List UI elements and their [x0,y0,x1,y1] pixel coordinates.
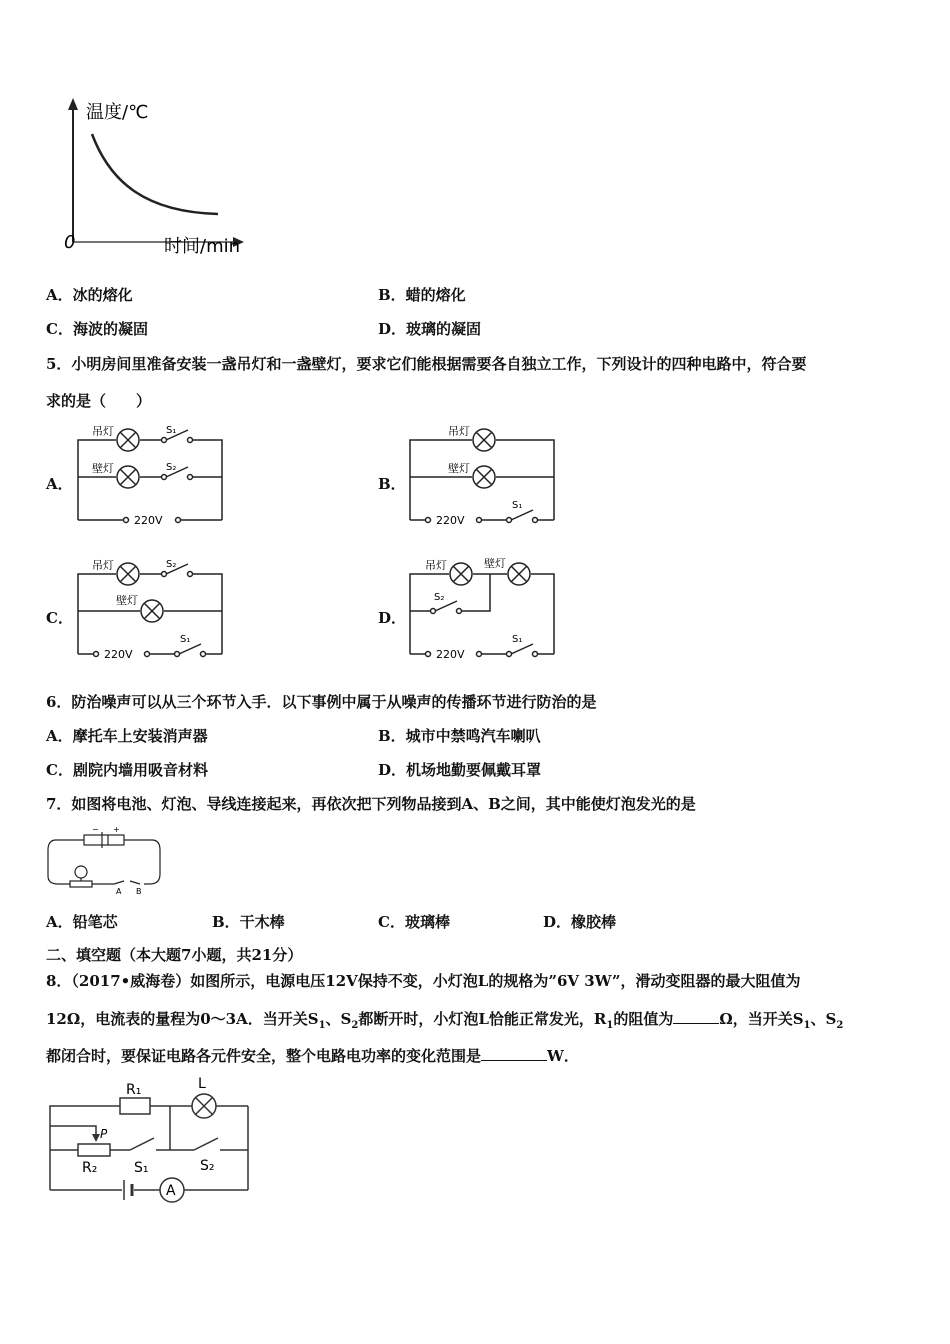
q4-option-b: B．蜡的熔化 [378,286,466,304]
q8-line3: 都闭合时，要保证电路各元件安全，整个电路电功率的变化范围是 W． [46,1047,579,1065]
label-wall-lamp: 壁灯 [116,594,138,607]
q6-stem: 6．防治噪声可以从三个环节入手．以下事例中属于从噪声的传播环节进行防治的是 [46,693,597,711]
label-pendant-lamp: 吊灯 [92,425,114,438]
label-r1: R₁ [126,1082,142,1098]
label-pendant-lamp: 吊灯 [448,425,470,438]
label-voltage: 220V [436,514,465,526]
q7-option-c: C．玻璃棒 [378,913,450,931]
origin-label: 0 [64,232,76,253]
temperature-time-graph [60,92,260,262]
answer-blank-r1[interactable] [673,1009,719,1024]
q4-option-c: C．海波的凝固 [46,320,148,338]
x-axis-label: 时间/min [164,236,241,257]
q8-line2: 12Ω，电流表的量程为0～3A．当开关$S_1$、$S_2$都断开时，小灯泡L恰能正常发光，$R_1$的阻值为 Ω，当开关$S_1$、$S_2$ [46,1010,844,1031]
circuit-b [402,422,562,526]
q7-option-d: D．橡胶棒 [543,913,617,931]
terminal-b-label: B [136,887,142,896]
label-s1: S₁ [512,500,523,511]
q5-label-c: C． [46,609,73,627]
label-s2: S₂ [434,592,445,603]
q5-label-b: B． [378,475,406,493]
terminal-a-label: A [116,887,122,896]
q5-stem-line1: 5．小明房间里准备安装一盏吊灯和一盏壁灯，要求它们能根据需要各自独立工作，下列设计的四种电路中，符合要 [46,355,807,373]
y-axis-arrow [68,98,78,110]
q6-option-c: C．剧院内墙用吸音材料 [46,761,208,779]
q7-option-a: A．铅笔芯 [46,913,118,931]
label-pendant-lamp: 吊灯 [92,559,114,572]
label-voltage: 220V [104,648,133,660]
label-s1: S₁ [134,1160,149,1176]
circuit-c [70,556,230,660]
q7-stem: 7．如图将电池、灯泡、导线连接起来，再依次把下列物品接到A、B之间，其中能使灯泡发光的是 [46,795,696,813]
q6-option-a: A．摩托车上安装消声器 [46,727,208,745]
label-lamp: L [198,1076,206,1092]
q8-circuit [44,1074,256,1204]
label-s1: S₁ [512,634,523,645]
q7-option-b: B．干木棒 [212,913,285,931]
label-s1: S₁ [166,425,177,436]
label-wall-lamp: 壁灯 [448,462,470,475]
label-voltage: 220V [134,514,163,526]
q6-option-b: B．城市中禁鸣汽车喇叭 [378,727,541,745]
label-s2: S₂ [166,559,177,570]
battery-terminal-plus: + [113,825,120,834]
cooling-curve [92,134,218,214]
q6-option-d: D．机场地勤要佩戴耳罩 [378,761,542,779]
q5-label-d: D． [378,609,407,627]
label-pendant-lamp: 吊灯 [425,559,447,572]
label-voltage: 220V [436,648,465,660]
circuit-d [402,556,562,660]
q5-label-a: A． [46,475,73,493]
y-axis-label: 温度/℃ [86,102,149,123]
label-wall-lamp: 壁灯 [484,557,506,570]
section-title: 二、填空题（本大题7小题，共21分） [46,946,303,964]
q5-stem-line2: 求的是（ ） [46,392,152,410]
label-slider-p: P [100,1127,108,1141]
battery-bulb-circuit [44,824,166,896]
label-s2: S₂ [166,462,177,473]
label-r2: R₂ [82,1160,98,1176]
ammeter-symbol: A [166,1183,176,1199]
q4-option-d: D．玻璃的凝固 [378,320,482,338]
label-wall-lamp: 壁灯 [92,462,114,475]
label-s1: S₁ [180,634,191,645]
q4-option-a: A．冰的熔化 [46,286,133,304]
battery-terminal-minus: − [92,825,99,834]
answer-blank-power[interactable] [481,1046,547,1061]
q8-line1: 8．（2017•威海卷）如图所示，电源电压12V保持不变，小灯泡L的规格为”6V 3W”，滑动变阻器的最大阻值为 [46,972,801,990]
label-s2: S₂ [200,1158,215,1174]
circuit-a [70,422,230,526]
